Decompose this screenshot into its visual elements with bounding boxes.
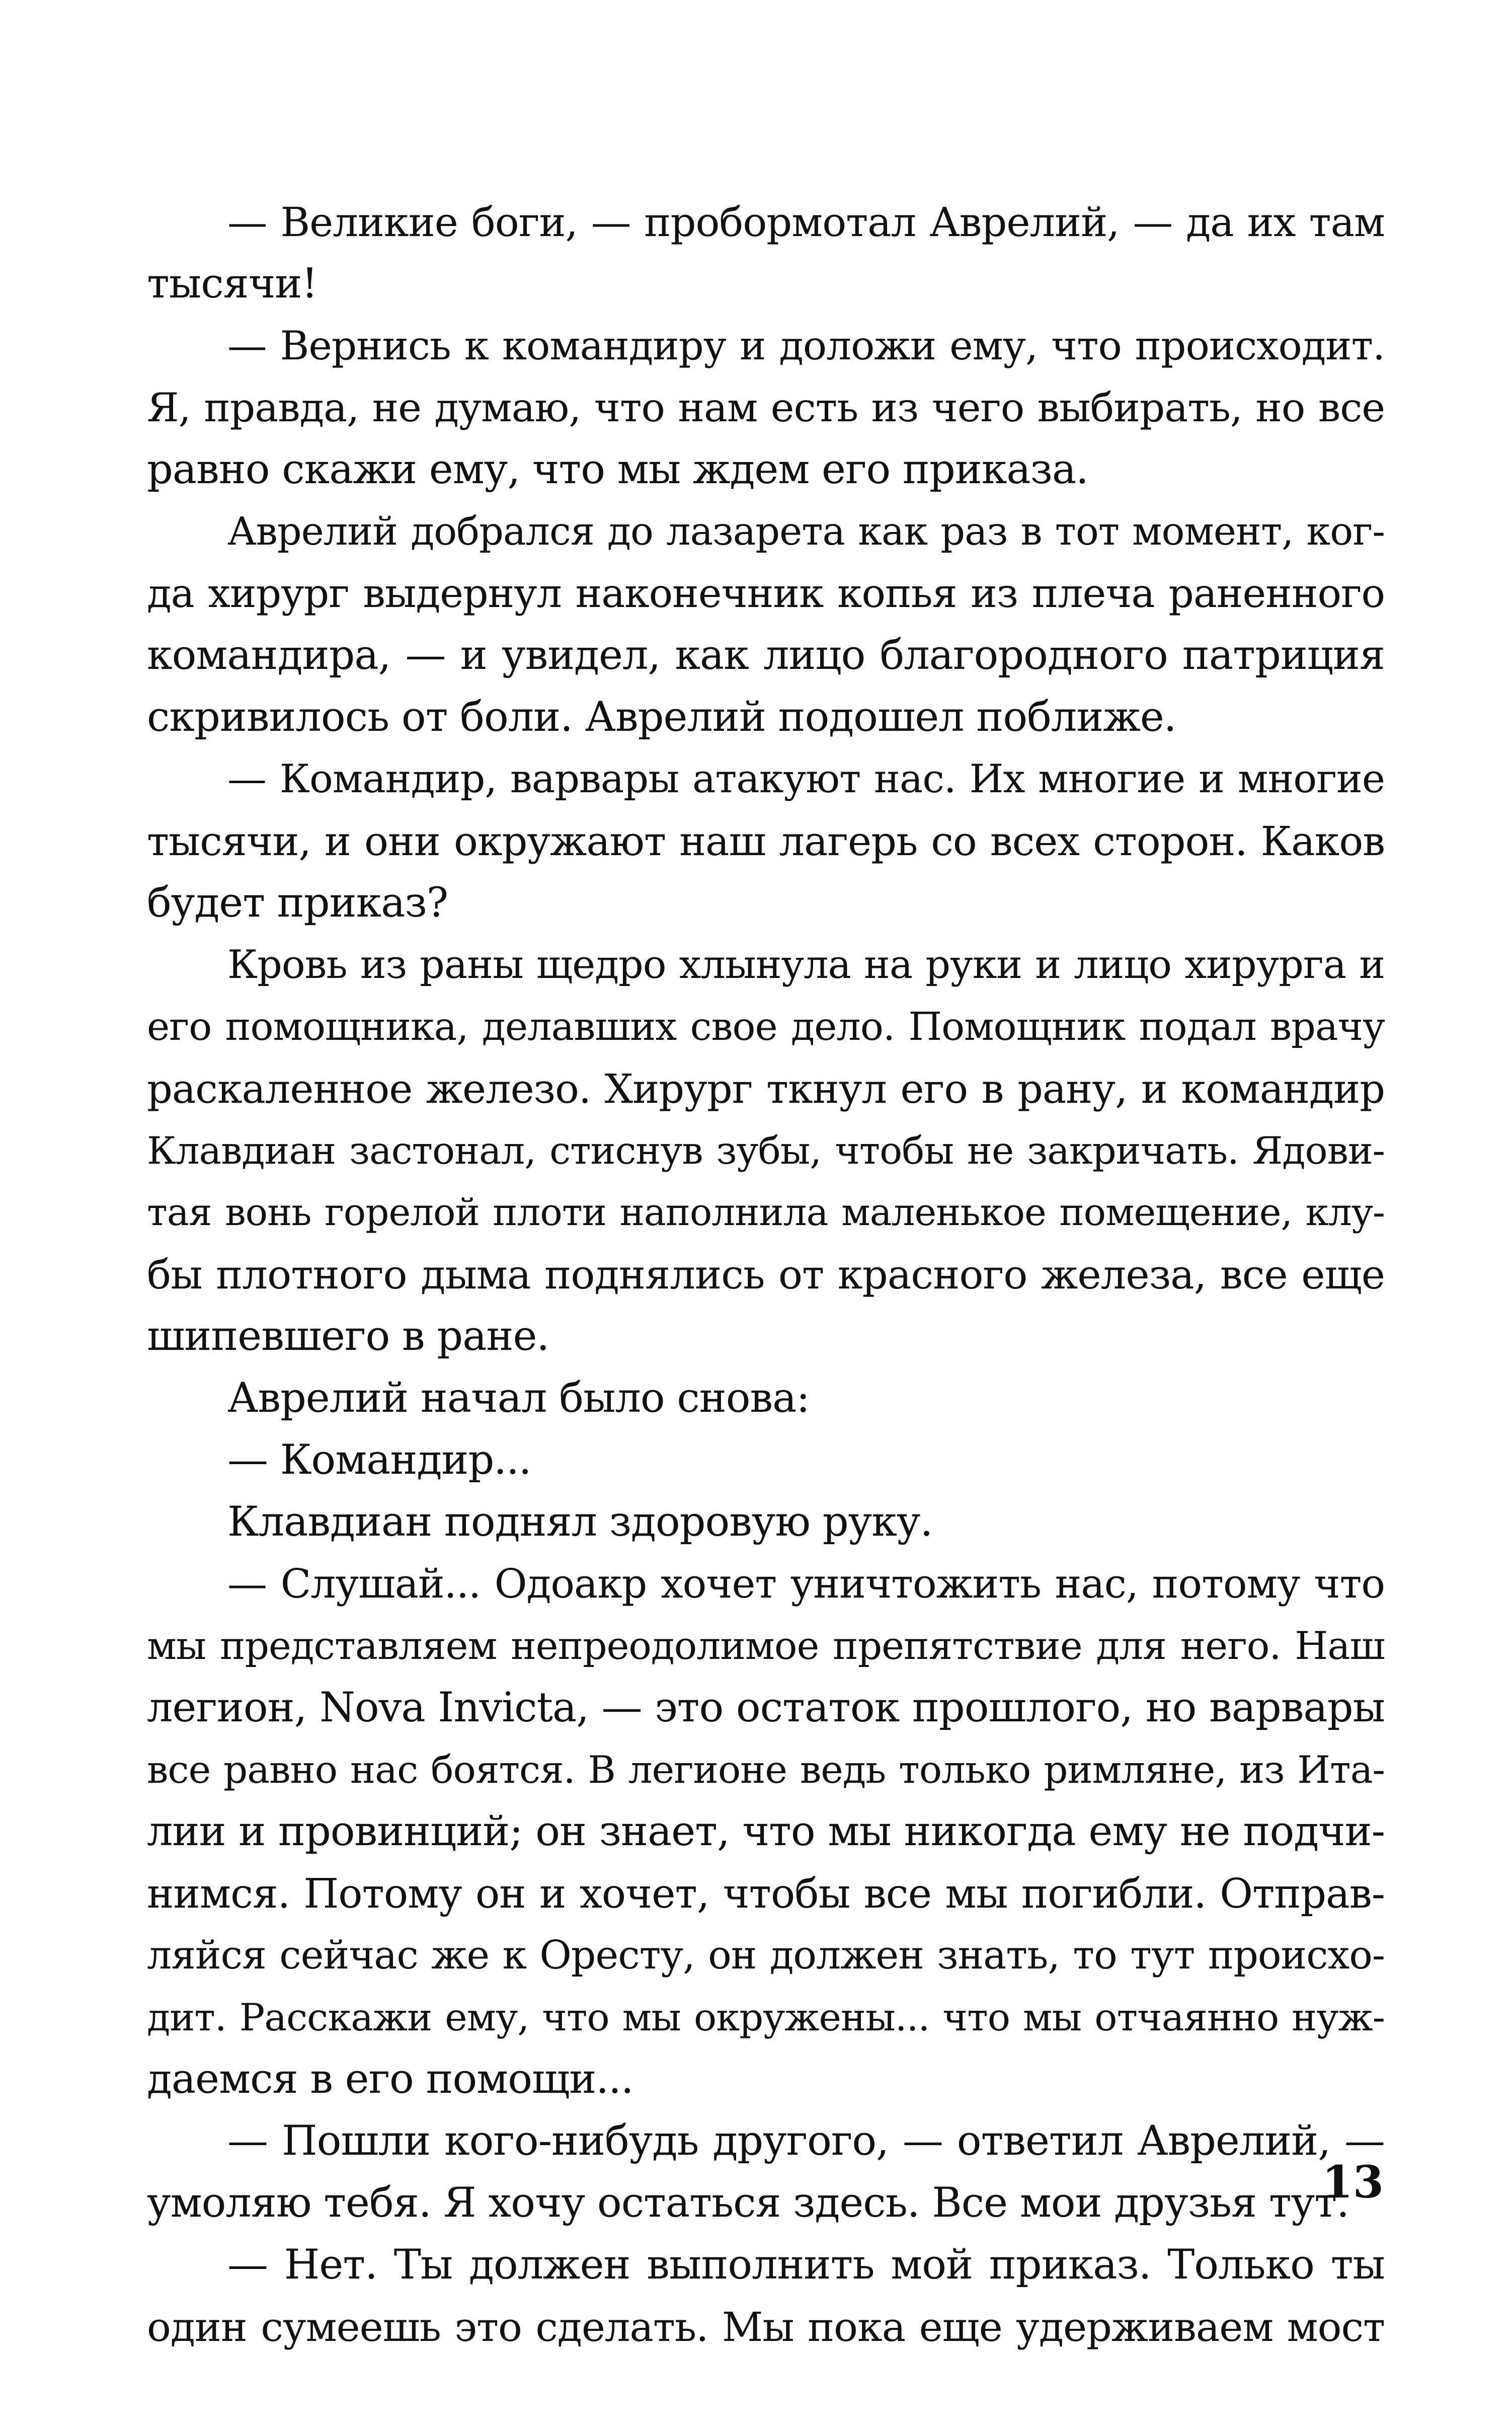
text-line: Клавдиан застонал, стиснув зубы, чтобы не закричать. Ядови-	[147, 1128, 1385, 1173]
text-line: один сумеешь это сделать. Мы пока еще удерживаем мост	[147, 2304, 1385, 2351]
text-line: его помощника, делавших свое дело. Помощник подал врачу	[147, 1005, 1385, 1049]
text-line: командира, — и увидел, как лицо благородного патриция	[147, 632, 1385, 679]
text-line: — Командир...	[227, 1436, 531, 1484]
text-line: Я, правда, не думаю, что нам есть из чего выбирать, но все	[147, 385, 1385, 431]
text-line: лии и провинций; он знает, что мы никогда ему не подчи-	[147, 1808, 1385, 1855]
page-text	[147, 191, 1385, 2358]
text-line: — Пошли кого-нибудь другого, — ответил Аврелий, —	[227, 2117, 1385, 2165]
text-line: Аврелий начал было снова:	[227, 1375, 810, 1422]
page-number: 13	[1322, 2156, 1384, 2208]
text-line: скривилось от боли. Аврелий подошел поближе.	[147, 694, 1176, 741]
text-line: — Командир, варвары атакуют нас. Их многие и многие	[227, 756, 1385, 802]
text-line: нимся. Потому он и хочет, чтобы все мы погибли. Отправ-	[147, 1870, 1385, 1917]
text-line: да хирург выдернул наконечник копья из плеча раненного	[147, 570, 1385, 617]
text-line: тысячи!	[147, 260, 317, 308]
text-line: — Вернись к командиру и доложи ему, что происходит.	[227, 323, 1385, 369]
text-line: шипевшего в ране.	[147, 1313, 549, 1360]
text-line: Кровь из раны щедро хлынула на руки и лицо хирурга и	[227, 942, 1385, 988]
text-line: дит. Расскажи ему, что мы окружены... что мы отчаянно нуж-	[147, 1995, 1385, 2039]
text-line: мы представляем непреодолимое препятствие для него. Наш	[147, 1624, 1385, 1668]
text-line: Аврелий добрался до лазарета как раз в тот момент, ког-	[227, 509, 1385, 554]
text-line: тысячи, и они окружают наш лагерь со всех сторон. Каков	[147, 818, 1385, 865]
text-line: равно скажи ему, что мы ждем его приказа.	[147, 446, 1088, 493]
text-line: — Нет. Ты должен выполнить мой приказ. Только ты	[227, 2241, 1385, 2289]
text-line: будет приказ?	[147, 879, 448, 927]
text-line: раскаленное железо. Хирург ткнул его в рану, и командир	[147, 1066, 1385, 1112]
text-line: легион, Nova Invicta, — это остаток прошлого, но варвары	[147, 1684, 1385, 1731]
text-line: все равно нас боятся. В легионе ведь только римляне, из Ита-	[147, 1748, 1385, 1792]
text-line: тая вонь горелой плоти наполнила маленькое помещение, клу-	[147, 1191, 1385, 1234]
text-line: — Слушай... Одоакр хочет уничтожить нас, потому что	[227, 1561, 1385, 1607]
text-line: Клавдиан поднял здоровую руку.	[227, 1498, 933, 1546]
text-line: — Великие боги, — пробормотал Аврелий, — да их там	[227, 199, 1385, 246]
text-line: ляйся сейчас же к Оресту, он должен знать, то тут происхо-	[147, 1933, 1385, 1978]
text-line: даемся в его помощи...	[147, 2056, 633, 2103]
text-line: умоляю тебя. Я хочу остаться здесь. Все мои друзья тут.	[147, 2179, 1349, 2227]
text-line: бы плотного дыма поднялись от красного железа, все еще	[147, 1251, 1385, 1298]
